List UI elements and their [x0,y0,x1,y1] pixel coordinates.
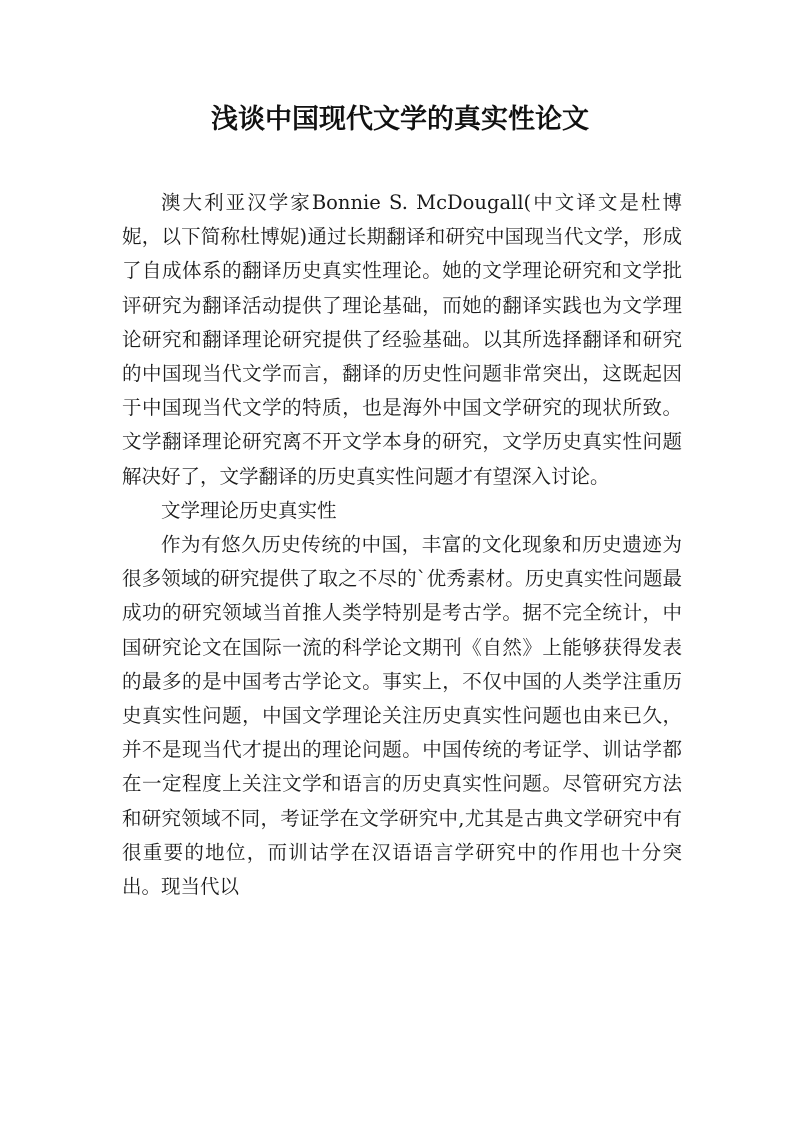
paragraph-intro: 澳大利亚汉学家Bonnie S. McDougall(中文译文是杜博妮，以下简称杜博妮)通过长期翻译和研究中国现当代文学，形成了自成体系的翻译历史真实性理论。她的文学理论研究和文学批评研究为翻译活动提供了理论基础，而她的翻译实践也为文学理论研究和翻译理论研究提供了经验基础。以其所选择翻译和研究的中国现当代文学而言，翻译的历史性问题非常突出，这既起因于中国现当代文学的特质，也是海外中国文学研究的现状所致。文学翻译理论研究离不开文学本身的研究，文学历史真实性问题解决好了，文学翻译的历史真实性问题才有望深入讨论。 [122,191,682,488]
document-body [122,186,682,904]
paragraph-history: 作为有悠久历史传统的中国，丰富的文化现象和历史遗迹为很多领域的研究提供了取之不尽的`优秀素材。历史真实性问题最成功的研究领域当首推人类学特别是考古学。据不完全统计，中国研究论文在国际一流的科学论文期刊《自然》上能够获得发表的最多的是中国考古学论文。事实上，不仅中国的人类学注重历史真实性问题，中国文学理论关注历史真实性问题也由来已久，并不是现当代才提出的理论问题。中国传统的考证学、训诂学都在一定程度上关注文学和语言的历史真实性问题。尽管研究方法和研究领域不同，考证学在文学研究中,尤其是古典文学研究中有很重要的地位，而训诂学在汉语语言学研究中的作用也十分突出。现当代以 [122,533,682,899]
section-heading: 文学理论历史真实性 [161,498,337,522]
document-title: 浅谈中国现代文学的真实性论文 [211,104,589,135]
